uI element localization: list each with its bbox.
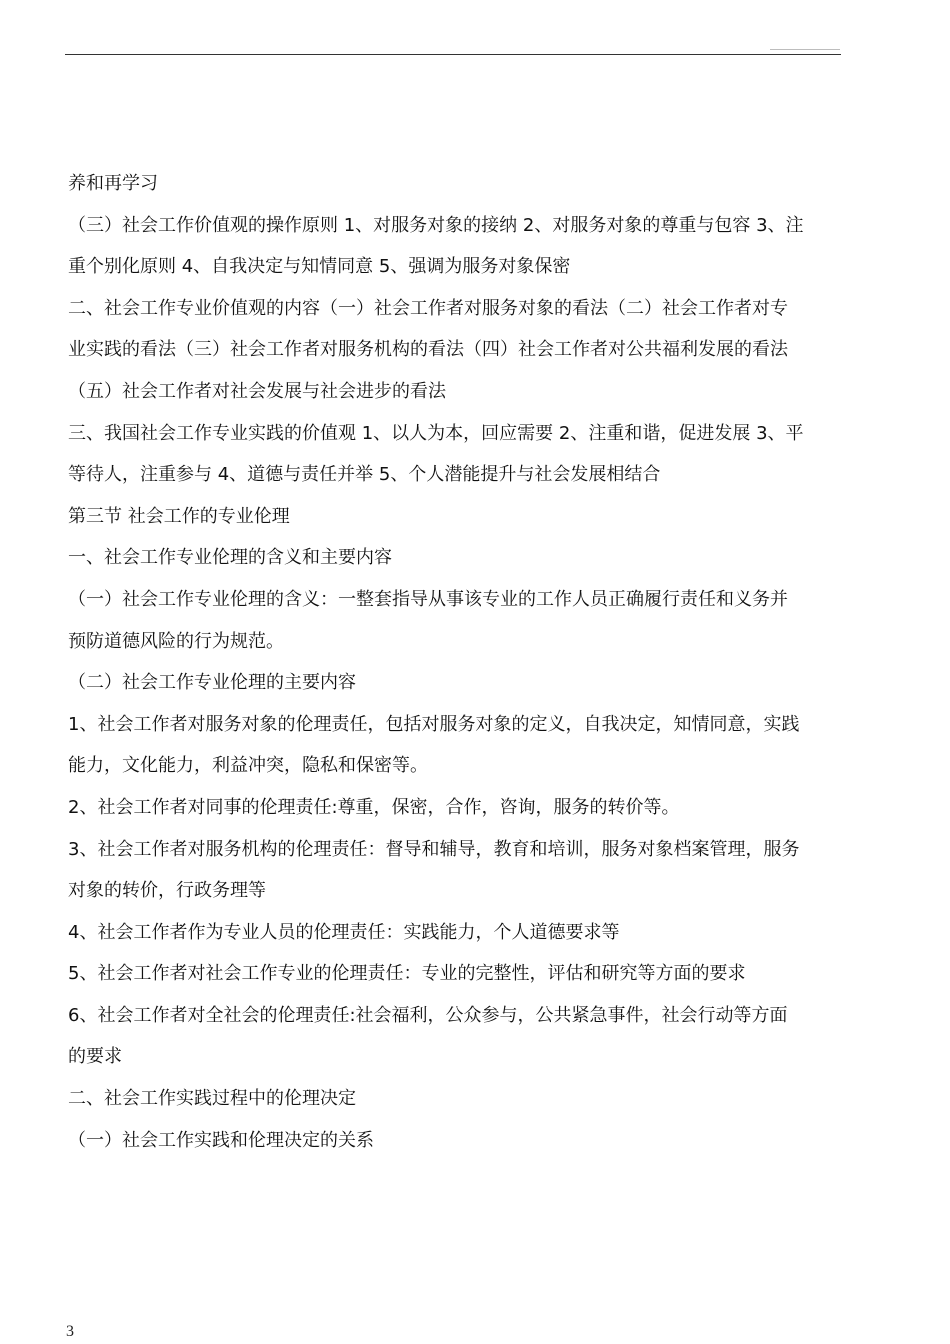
document-body xyxy=(68,163,842,1161)
text-line: 对象的转价，行政务理等 xyxy=(68,880,266,902)
text-line: 3、社会工作者对服务机构的伦理责任：督导和辅导，教育和培训，服务对象档案管理，服务 xyxy=(68,838,800,860)
page-number: 3 xyxy=(66,1323,74,1340)
text-line: （五）社会工作者对社会发展与社会进步的看法 xyxy=(68,380,446,402)
section-heading: 第三节 社会工作的专业伦理 xyxy=(68,505,290,527)
text-line: 二、社会工作专业价值观的内容（一）社会工作者对服务对象的看法（二）社会工作者对专 xyxy=(68,297,788,319)
text-line: （三）社会工作价值观的操作原则 1、对服务对象的接纳 2、对服务对象的尊重与包容 3、注 xyxy=(68,214,804,236)
text-line: （一）社会工作专业伦理的含义：一整套指导从事该专业的工作人员正确履行责任和义务并 xyxy=(68,588,788,610)
text-line: 6、社会工作者对全社会的伦理责任:社会福利，公众参与，公共紧急事件，社会行动等方面 xyxy=(68,1004,788,1026)
text-line: 的要求 xyxy=(68,1046,122,1068)
text-line: （二）社会工作专业伦理的主要内容 xyxy=(68,672,356,694)
text-line: 三、我国社会工作专业实践的价值观 1、以人为本，回应需要 2、注重和谐，促进发展 3、平 xyxy=(68,422,804,444)
text-line: 1、社会工作者对服务对象的伦理责任，包括对服务对象的定义，自我决定，知情同意，实践 xyxy=(68,713,800,735)
text-line: 等待人，注重参与 4、道德与责任并举 5、个人潜能提升与社会发展相结合 xyxy=(68,464,661,486)
header-rule xyxy=(65,54,841,55)
text-line: 养和再学习 xyxy=(68,173,158,194)
text-line: 4、社会工作者作为专业人员的伦理责任：实践能力，个人道德要求等 xyxy=(68,921,620,943)
text-line: 5、社会工作者对社会工作专业的伦理责任：专业的完整性，评估和研究等方面的要求 xyxy=(68,963,746,985)
text-line: （一）社会工作实践和伦理决定的关系 xyxy=(68,1129,374,1151)
text-line: 能力，文化能力，利益冲突，隐私和保密等。 xyxy=(68,755,428,777)
header-mark xyxy=(770,49,840,50)
text-line: 预防道德风险的行为规范。 xyxy=(68,630,284,652)
text-line: 重个别化原则 4、自我决定与知情同意 5、强调为服务对象保密 xyxy=(68,256,571,278)
text-line: 2、社会工作者对同事的伦理责任:尊重，保密，合作，咨询，服务的转价等。 xyxy=(68,796,680,818)
text-line: 业实践的看法（三）社会工作者对服务机构的看法（四）社会工作者对公共福利发展的看法 xyxy=(68,339,788,361)
subsection-heading: 一、社会工作专业伦理的含义和主要内容 xyxy=(68,547,392,569)
subsection-heading: 二、社会工作实践过程中的伦理决定 xyxy=(68,1088,356,1110)
